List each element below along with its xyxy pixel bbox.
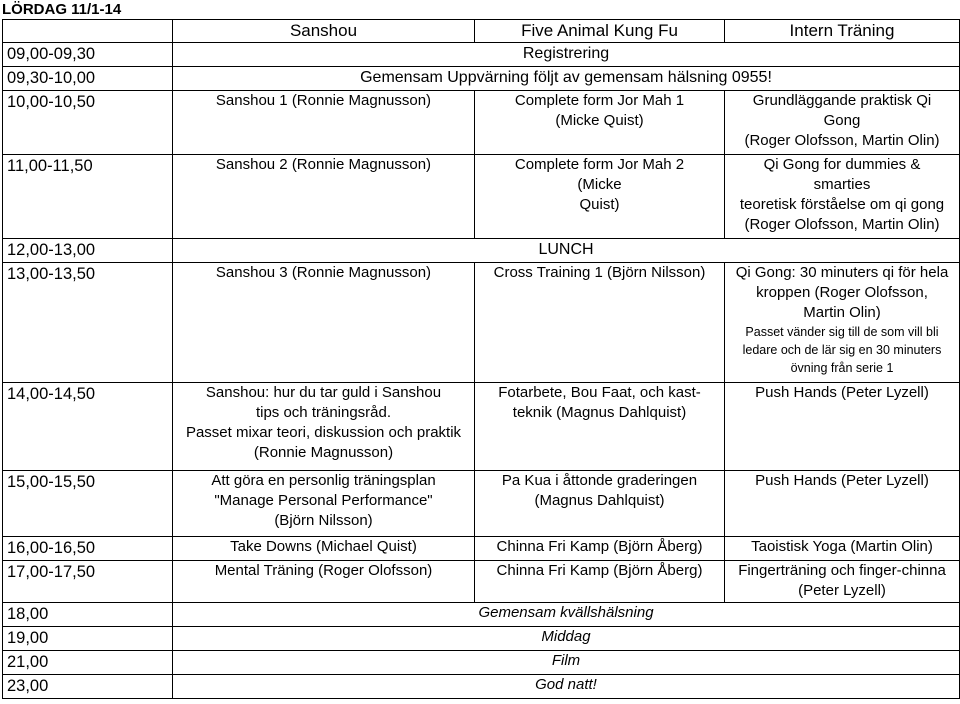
header-intern: Intern Träning <box>725 20 960 43</box>
time-cell: 10,00-10,50 <box>3 91 173 155</box>
registration-cell: Registrering <box>173 43 960 67</box>
session-text: Grundläggande praktisk Qi <box>752 92 932 109</box>
header-five-animal: Five Animal Kung Fu <box>475 20 725 43</box>
session-text: teknik (Magnus Dahlquist) <box>512 404 687 421</box>
table-row <box>3 263 960 383</box>
session-cell <box>173 383 475 471</box>
time-cell: 18,00 <box>3 603 173 627</box>
time-cell: 09,00-09,30 <box>3 43 173 67</box>
time-cell: 11,00-11,50 <box>3 155 173 239</box>
warmup-cell: Gemensam Uppvärning följt av gemensam hälsning 0955! <box>173 67 960 91</box>
session-text: (Micke Quist) <box>555 112 644 129</box>
session-cell: Chinna Fri Kamp (Björn Åberg) <box>475 537 725 561</box>
session-cell: Chinna Fri Kamp (Björn Åberg) <box>475 561 725 603</box>
session-text: (Micke <box>577 176 622 193</box>
session-cell <box>725 91 960 155</box>
session-cell: Take Downs (Michael Quist) <box>173 537 475 561</box>
header-row <box>3 20 960 43</box>
session-cell <box>475 155 725 239</box>
session-cell <box>475 91 725 155</box>
session-cell: Cross Training 1 (Björn Nilsson) <box>475 263 725 383</box>
page-title: LÖRDAG 11/1-14 <box>2 1 122 18</box>
session-text: (Magnus Dahlquist) <box>534 492 665 509</box>
session-cell: Push Hands (Peter Lyzell) <box>725 471 960 537</box>
session-text: Fingerträning och finger-chinna <box>738 562 946 579</box>
table-row <box>3 471 960 537</box>
session-text: Pa Kua i åttonde graderingen <box>501 472 698 489</box>
session-text: Sanshou: hur du tar guld i Sanshou <box>205 384 442 401</box>
session-text: Fotarbete, Bou Faat, och kast- <box>498 384 701 401</box>
session-text: "Manage Personal Performance" <box>214 492 433 509</box>
table-row <box>3 91 960 155</box>
time-cell: 15,00-15,50 <box>3 471 173 537</box>
header-time-cell <box>3 20 173 43</box>
header-sanshou: Sanshou <box>173 20 475 43</box>
time-cell: 14,00-14,50 <box>3 383 173 471</box>
session-text: (Roger Olofsson, Martin Olin) <box>744 216 940 233</box>
time-cell: 12,00-13,00 <box>3 239 173 263</box>
session-text: tips och träningsråd. <box>255 404 392 421</box>
evening-cell: Gemensam kvällshälsning <box>173 603 960 627</box>
goodnight-cell: God natt! <box>173 675 960 699</box>
session-text: (Ronnie Magnusson) <box>253 444 394 461</box>
session-cell: Sanshou 3 (Ronnie Magnusson) <box>173 263 475 383</box>
time-cell: 13,00-13,50 <box>3 263 173 383</box>
session-cell <box>475 471 725 537</box>
session-text: Quist) <box>579 196 620 213</box>
table-row <box>3 43 960 67</box>
time-cell: 16,00-16,50 <box>3 537 173 561</box>
table-row <box>3 651 960 675</box>
table-row <box>3 155 960 239</box>
session-text: Complete form Jor Mah 1 <box>514 92 685 109</box>
lunch-cell: LUNCH <box>173 239 960 263</box>
session-cell: Sanshou 1 (Ronnie Magnusson) <box>173 91 475 155</box>
session-cell: Mental Träning (Roger Olofsson) <box>173 561 475 603</box>
time-cell: 09,30-10,00 <box>3 67 173 91</box>
time-cell: 21,00 <box>3 651 173 675</box>
film-cell: Film <box>173 651 960 675</box>
session-text: Passet mixar teori, diskussion och praktik <box>185 424 462 441</box>
session-text: Qi Gong for dummies & <box>763 156 921 173</box>
session-text: kroppen (Roger Olofsson, <box>756 284 928 301</box>
dinner-cell: Middag <box>173 627 960 651</box>
time-cell: 19,00 <box>3 627 173 651</box>
session-text: (Peter Lyzell) <box>798 582 886 599</box>
session-text: Att göra en personlig träningsplan <box>211 472 436 489</box>
time-cell: 23,00 <box>3 675 173 699</box>
session-cell: Taoistisk Yoga (Martin Olin) <box>725 537 960 561</box>
session-cell <box>725 561 960 603</box>
session-text: Qi Gong: 30 minuters qi för hela <box>735 264 949 281</box>
session-text: (Björn Nilsson) <box>274 512 373 529</box>
table-row <box>3 603 960 627</box>
session-text: Complete form Jor Mah 2 <box>514 156 685 173</box>
session-note: ledare och de lär sig en 30 minuters <box>742 343 942 357</box>
session-text: teoretisk förståelse om qi gong <box>739 196 945 213</box>
time-cell: 17,00-17,50 <box>3 561 173 603</box>
session-cell: Push Hands (Peter Lyzell) <box>725 383 960 471</box>
session-note: övning från serie 1 <box>790 361 894 375</box>
schedule-table <box>2 19 960 699</box>
session-text: Martin Olin) <box>803 304 881 321</box>
session-cell <box>173 471 475 537</box>
table-row <box>3 67 960 91</box>
table-row <box>3 383 960 471</box>
session-text: Gong <box>823 112 861 129</box>
session-cell: Sanshou 2 (Ronnie Magnusson) <box>173 155 475 239</box>
session-text: (Roger Olofsson, Martin Olin) <box>744 132 940 149</box>
session-cell <box>475 383 725 471</box>
table-row <box>3 239 960 263</box>
session-cell <box>725 155 960 239</box>
table-row <box>3 627 960 651</box>
table-row <box>3 561 960 603</box>
table-row <box>3 675 960 699</box>
session-note: Passet vänder sig till de som vill bli <box>745 325 939 339</box>
table-row <box>3 537 960 561</box>
session-cell <box>725 263 960 383</box>
session-text: smarties <box>813 176 871 193</box>
